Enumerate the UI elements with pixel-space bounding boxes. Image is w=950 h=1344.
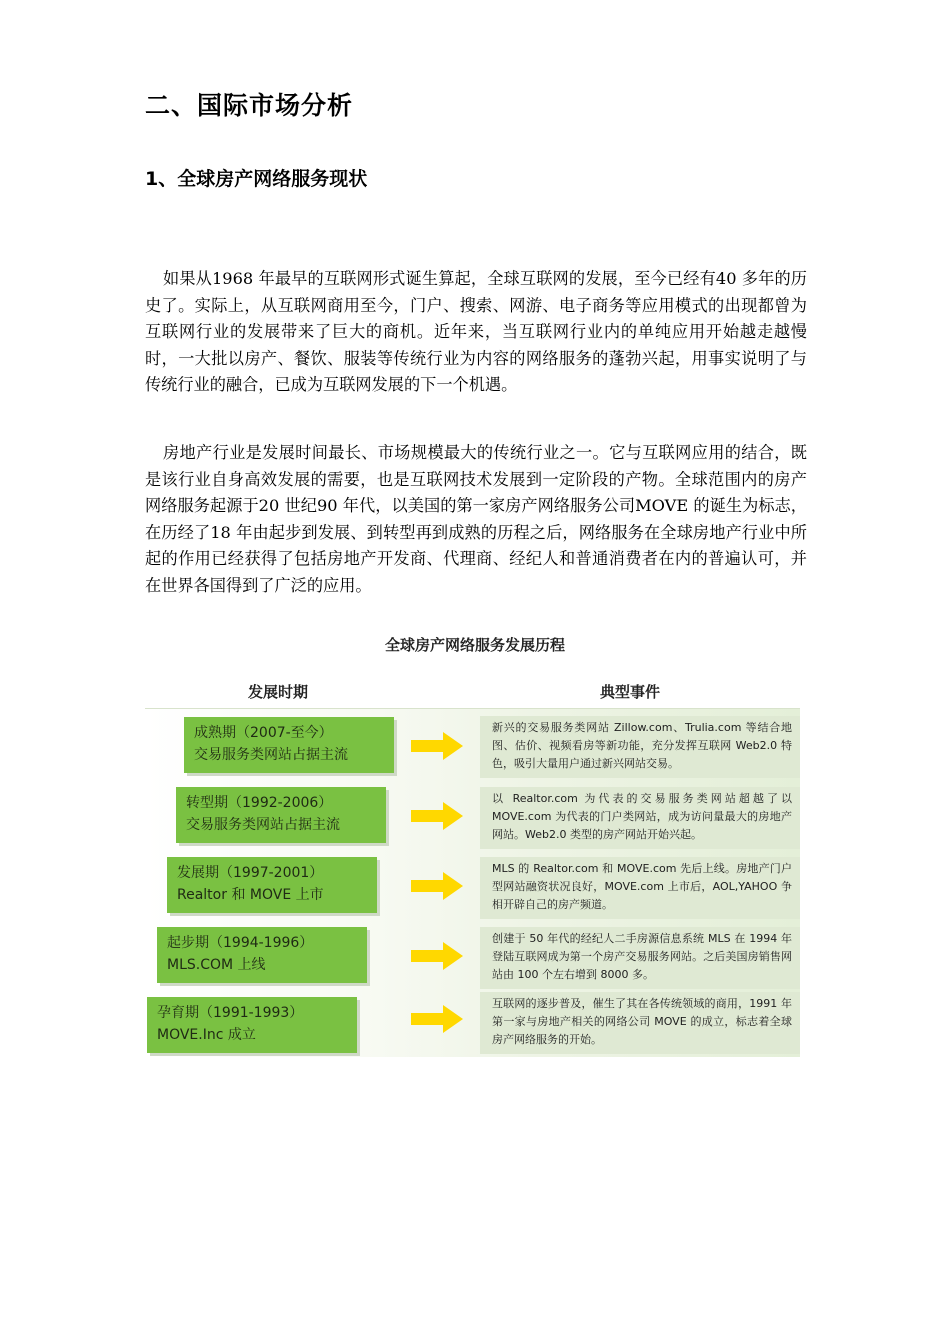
stage-box-development [167, 857, 377, 913]
stage-event: 以 Realtor.com 为代表的交易服务类网站超越了以 MOVE.com 为代表的门户类网站，成为访问量最大的房地产网站。Web2.0 类型的房产网站开始兴起。 [480, 787, 800, 849]
right-arrow-icon [411, 802, 463, 830]
stage-event: MLS 的 Realtor.com 和 MOVE.com 先后上线。房地产门户型网站融资状况良好，MOVE.com 上市后，AOL,YAHOO 争相开辟自己的房产频道。 [480, 857, 800, 919]
subsection-title: 1、全球房产网络服务现状 [145, 168, 368, 190]
section-title: 二、国际市场分析 [145, 91, 354, 120]
stage-desc: 交易服务类网站占据主流 [186, 817, 340, 833]
paragraph-2: 房地产行业是发展时间最长、市场规模最大的传统行业之一。它与互联网应用的结合，既是该行业自身高效发展的需要，也是互联网技术发展到一定阶段的产物。全球范围内的房产网络服务起源于20 世纪90 年代，以美国的第一家房产网络服务公司MOVE 的诞生为标志，在历经了18 年由起步到发展、到转型再到成熟的历程之后，网络服务在全球房地产行业中所起的作用已经获得了包括房地产开发商、代理商、经纪人和普通消费者在内的普遍认可，并在世界各国得到了广泛的应用。 [145, 443, 807, 595]
stage-desc: 交易服务类网站占据主流 [194, 747, 348, 763]
stage-event: 互联网的逐步普及，催生了其在各传统领域的商用，1991 年第一家与房地产相关的网络公司 MOVE 的成立，标志着全球房产网络服务的开始。 [480, 992, 800, 1054]
stage-desc: MOVE.Inc 成立 [157, 1027, 256, 1043]
stage-box-incubation [147, 997, 357, 1053]
event-column-header: 典型事件 [600, 683, 661, 701]
paragraph-1: 如果从1968 年最早的互联网形式诞生算起，全球互联网的发展，至今已经有40 多年的历史了。实际上，从互联网商用至今，门户、搜索、网游、电子商务等应用模式的出现都曾为互联网行业的发展带来了巨大的商机。近年来，当互联网行业内的单纯应用开始越走越慢时，一大批以房产、餐饮、服装等传统行业为内容的网络服务的蓬勃兴起，用事实说明了与传统行业的融合，已成为互联网发展的下一个机遇。 [145, 269, 807, 394]
stage-box-startup [157, 927, 367, 983]
stage-box-transition [176, 787, 386, 843]
right-arrow-icon [411, 942, 463, 970]
stage-period: 转型期（1992-2006） [186, 795, 333, 811]
stage-event: 新兴的交易服务类网站 Zillow.com、Trulia.com 等结合地图、估价、视频看房等新功能，充分发挥互联网 Web2.0 特色，吸引大量用户通过新兴网站交易。 [480, 716, 800, 778]
right-arrow-icon [411, 732, 463, 760]
stage-period: 孕育期（1991-1993） [157, 1005, 304, 1021]
stage-period: 成熟期（2007-至今） [194, 725, 333, 741]
figure-title: 全球房产网络服务发展历程 [384, 636, 565, 654]
right-arrow-icon [411, 872, 463, 900]
right-arrow-icon [411, 1005, 463, 1033]
period-column-header: 发展时期 [248, 683, 309, 701]
stage-desc: Realtor 和 MOVE 上市 [177, 887, 324, 903]
stage-box-mature [184, 717, 394, 773]
stage-desc: MLS.COM 上线 [167, 957, 266, 973]
stage-period: 起步期（1994-1996） [167, 935, 314, 951]
stage-period: 发展期（1997-2001） [177, 865, 324, 881]
timeline-figure [145, 630, 805, 1060]
stage-event: 创建于 50 年代的经纪人二手房源信息系统 MLS 在 1994 年登陆互联网成为第一个房产交易服务网站。之后美国房销售网站由 100 个左右增到 8000 多。 [480, 927, 800, 989]
